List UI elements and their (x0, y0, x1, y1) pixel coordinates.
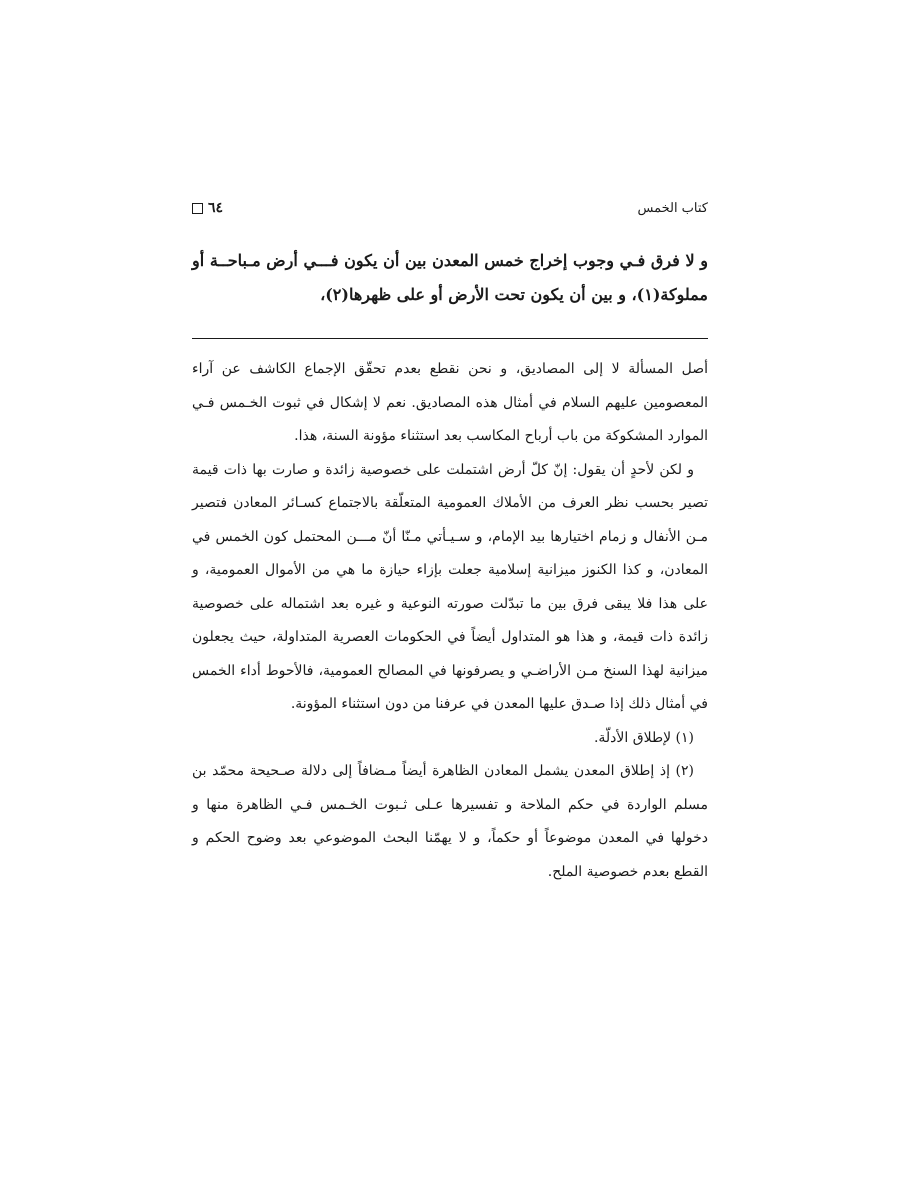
footnote-1: (١) لإطلاق الأدلّة. (593, 729, 694, 746)
box-icon (192, 203, 203, 214)
footnote-paragraph: و لكن لأحدٍ أن يقول: إنّ كلّ أرض اشتملت على خصوصية زائدة و صارت بها ذات قيمة تصير بحسب نظر العرف من الأملاك العمومية المتعلّقة بالاجتماع كسـائر المعادن فتصير مـن الأنفال و زمام اختيارها بيد الإمام، و سـيـأتي مـنّا أنّ مـــن المحتمل كون الخمس في المعادن، و كذا الكنوز ميزانية إسلامية جعلت بإزاء حيازة ما هي من الأموال العمومية، و على هذا فلا يبقى فرق بين ما تبدّلت صورته النوعية و غيره بعد اشتماله على خصوصية زائدة ذات قيمة، و هذا هو المتداول أيضاً في الحكومات العصرية المتداولة، حيث يجعلون ميزانية لهذا السنخ مـن الأراضـي و يصرفونها في المصالح العمومية، فالأحوط أداء الخمس في أمثال ذلك إذا صـدق عليها المعدن في عرفنا من دون استثناء المؤونة. (192, 461, 708, 712)
book-page (192, 196, 708, 889)
book-title: كتاب الخمس (637, 200, 708, 216)
footnotes (192, 353, 708, 889)
page-number: ٦٤ (208, 200, 224, 216)
page-number-group (192, 200, 223, 216)
footnote-continuation: أصل المسألة لا إلى المصاديق، و نحن نقطع بعدم تحقّق الإجماع الكاشف عن آراء المعصومين عليهم السلام في أمثال هذه المصاديق. نعم لا إشكال في ثبوت الخـمس فـي الموارد المشكوكة من باب أرباح المكاسب بعد استثناء مؤونة السنة، هذا. (192, 361, 708, 444)
page-header (192, 196, 708, 220)
footnote-divider (192, 338, 708, 339)
main-text: و لا فرق فـي وجوب إخراج خمس المعدن بين أن يكون فـــي أرض مـباحــة أو مملوكة(١)، و بين أن يكون تحت الأرض أو على ظهرها(٢)، (192, 251, 708, 304)
footnote-2: (٢) إذ إطلاق المعدن يشمل المعادن الظاهرة أيضاً مـضافاً إلى دلالة صـحيحة محمّد بن مسلم الواردة في حكم الملاحة و تفسيرها عـلى ثـبوت الخـمس فـي الظاهرة منها و دخولها في المعدن موضوعاً أو حكماً، و لا يهمّنا البحث الموضوعي بعد وضوح الحكم و القطع بعدم خصوصية الملح. (192, 763, 708, 880)
